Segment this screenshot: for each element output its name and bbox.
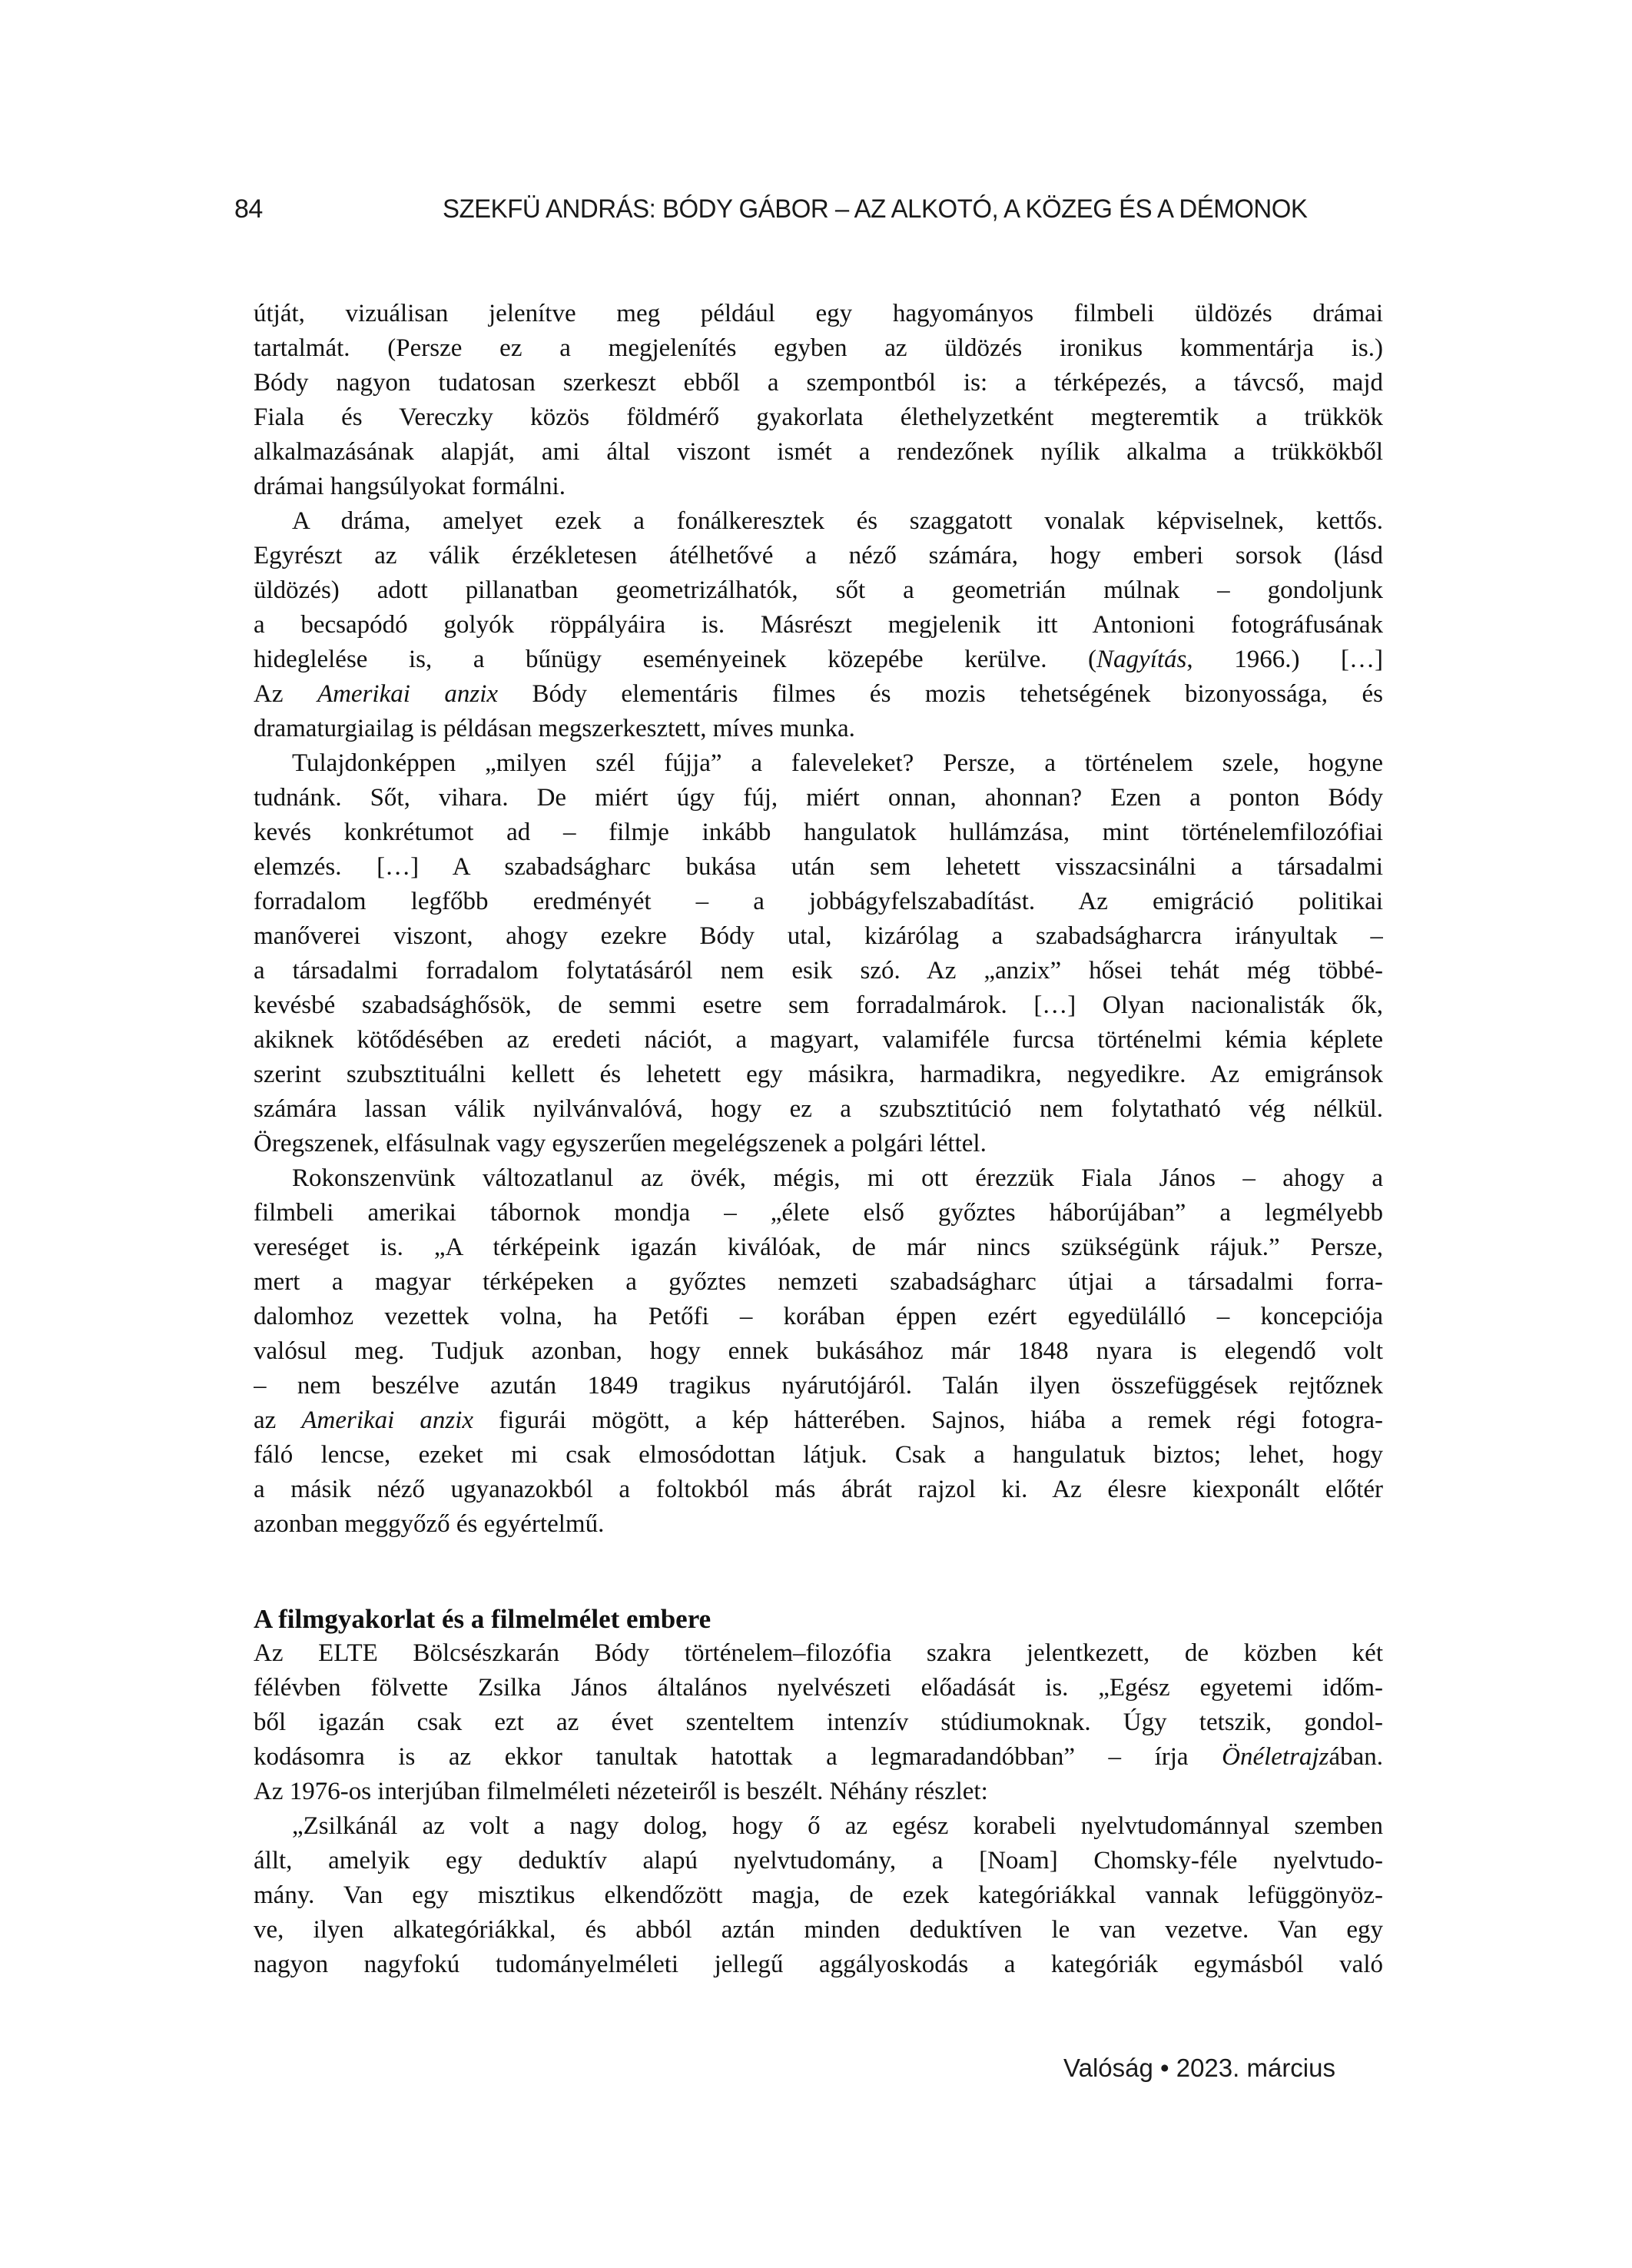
text-line: hideglelése is, a bűnügy eseményeinek közepébe kerülve. (Nagyítás, 1966.) […]	[254, 646, 1383, 673]
text-line: szerint szubsztituálni kellett és lehetett egy másikra, harmadikra, negyedikre. Az emigránsok	[254, 1061, 1383, 1088]
text-line: mány. Van egy misztikus elkendőzött magja, de ezek kategóriákkal vannak lefüggönyöz-	[254, 1881, 1383, 1909]
text-line: forradalom legfőbb eredményét – a jobbágyfelszabadítást. Az emigráció politikai	[254, 888, 1383, 915]
text-line: Az 1976-os interjúban filmelméleti nézeteiről is beszélt. Néhány részlet:	[254, 1778, 988, 1805]
footer-journal-line: Valóság • 2023. március	[1063, 2054, 1335, 2082]
paragraph	[254, 1161, 1383, 1542]
text-line: kevés konkrétumot ad – filmje inkább hangulatok hullámzása, mint történelemfilozófiai	[254, 819, 1383, 846]
text-line: valósul meg. Tudjuk azonban, hogy ennek bukásához már 1848 nyara is elegendő volt	[254, 1337, 1383, 1365]
text-line: dramaturgiailag is példásan megszerkesztett, míves munka.	[254, 715, 855, 742]
text-line: Egyrészt az válik érzékletesen átélhetővé a néző számára, hogy emberi sorsok (lásd	[254, 542, 1383, 569]
text-line: félévben fölvette Zsilka János általános nyelvészeti előadását is. „Egész egyetemi időm-	[254, 1674, 1383, 1702]
text-line: drámai hangsúlyokat formálni.	[254, 473, 566, 500]
text-line: a másik néző ugyanazokból a foltokból más ábrát rajzol ki. Az élesre kiexponált előtér	[254, 1476, 1383, 1503]
text-line: kodásomra is az ekkor tanultak hatottak a legmaradandóbban” – írja Önéletrajzában.	[254, 1743, 1383, 1771]
text-line: fáló lencse, ezeket mi csak elmosódottan látjuk. Csak a hangulatuk biztos; lehet, hogy	[254, 1441, 1383, 1469]
text-line: Rokonszenvünk változatlanul az övék, mégis, mi ott érezzük Fiala János – ahogy a	[292, 1164, 1383, 1192]
text-line: az Amerikai anzix figurái mögött, a kép hátterében. Sajnos, hiába a remek régi fotogra-	[254, 1406, 1383, 1434]
text-line: útját, vizuálisan jelenítve meg például egy hagyományos filmbeli üldözés drámai	[254, 300, 1383, 327]
text-line: mert a magyar térképeken a győztes nemzeti szabadságharc útjai a társadalmi forra-	[254, 1268, 1383, 1296]
text-line: ve, ilyen alkategóriákkal, és abból aztán minden deduktíven le van vezetve. Van egy	[254, 1916, 1383, 1944]
text-line: elemzés. […] A szabadságharc bukása után sem lehetett visszacsinálni a társadalmi	[254, 853, 1383, 881]
running-title: SZEKFÜ ANDRÁS: BÓDY GÁBOR – AZ ALKOTÓ, A KÖZEG ÉS A DÉMONOK	[443, 194, 1308, 224]
paragraph	[254, 1636, 1383, 1809]
text-line: alkalmazásának alapját, ami által viszont ismét a rendezőnek nyílik alkalma a trükkökből	[254, 438, 1383, 466]
text-line: Öregszenek, elfásulnak vagy egyszerűen megelégszenek a polgári léttel.	[254, 1130, 987, 1157]
paragraph	[254, 504, 1383, 746]
text-line: vereséget is. „A térképeink igazán kiválóak, de már nincs szükségünk rájuk.” Persze,	[254, 1234, 1383, 1261]
text-line: „Zsilkánál az volt a nagy dolog, hogy ő az egész korabeli nyelvtudománnyal szemben	[292, 1812, 1383, 1840]
text-line: Fiala és Vereczky közös földmérő gyakorlata élethelyzetként megteremtik a trükkök	[254, 403, 1383, 431]
text-line: üldözés) adott pillanatban geometrizálhatók, sőt a geometrián múlnak – gondoljunk	[254, 576, 1383, 604]
text-line: a társadalmi forradalom folytatásáról nem esik szó. Az „anzix” hősei tehát még többé-	[254, 957, 1383, 985]
text-line: tudnánk. Sőt, vihara. De miért úgy fúj, miért onnan, ahonnan? Ezen a ponton Bódy	[254, 784, 1383, 812]
text-line: a becsapódó golyók röppályáira is. Másrészt megjelenik itt Antonioni fotográfusának	[254, 611, 1383, 639]
paragraph	[254, 746, 1383, 1161]
text-line: A dráma, amelyet ezek a fonálkeresztek és szaggatott vonalak képviselnek, kettős.	[292, 507, 1383, 535]
text-line: azonban meggyőző és egyértelmű.	[254, 1510, 605, 1538]
text-line: filmbeli amerikai tábornok mondja – „élete első győztes háborújában” a legmélyebb	[254, 1199, 1383, 1227]
text-line: akiknek kötődésében az eredeti nációt, a magyart, valamiféle furcsa történelmi kémia képlete	[254, 1026, 1383, 1054]
text-line: Bódy nagyon tudatosan szerkeszt ebből a szempontból is: a térképezés, a távcső, majd	[254, 369, 1383, 397]
page-body	[254, 297, 1383, 1982]
text-line: dalomhoz vezettek volna, ha Petőfi – korában éppen ezért egyedülálló – koncepciója	[254, 1303, 1383, 1330]
text-line: Tulajdonképpen „milyen szél fújja” a faleveleket? Persze, a történelem szele, hogyne	[292, 749, 1383, 777]
text-line: Az Amerikai anzix Bódy elementáris filmes és mozis tehetségének bizonyossága, és	[254, 680, 1383, 708]
text-line: állt, amelyik egy deduktív alapú nyelvtudomány, a [Noam] Chomsky-féle nyelvtudo-	[254, 1847, 1383, 1875]
text-line: – nem beszélve azután 1849 tragikus nyárutójáról. Talán ilyen összefüggések rejtőznek	[254, 1372, 1383, 1400]
paragraph	[254, 1809, 1383, 1982]
running-header	[0, 192, 1632, 226]
text-line: Az ELTE Bölcsészkarán Bódy történelem–filozófia szakra jelentkezett, de közben két	[254, 1639, 1383, 1667]
text-line: kevésbé szabadsághősök, de semmi esetre sem forradalmárok. […] Olyan nacionalisták ők,	[254, 991, 1383, 1019]
text-line: ből igazán csak ezt az évet szenteltem intenzív stúdiumoknak. Úgy tetszik, gondol-	[254, 1708, 1383, 1736]
page-number: 84	[234, 194, 263, 224]
text-line: tartalmát. (Persze ez a megjelenítés egyben az üldözés ironikus kommentárja is.)	[254, 334, 1383, 362]
paragraph	[254, 297, 1383, 504]
text-line: számára lassan válik nyilvánvalóvá, hogy ez a szubsztitúció nem folytatható vég nélkül.	[254, 1095, 1383, 1123]
text-line: manőverei viszont, ahogy ezekre Bódy utal, kizárólag a szabadságharcra irányultak –	[254, 922, 1383, 950]
section-heading: A filmgyakorlat és a filmelmélet embere	[254, 1604, 712, 1634]
text-line: nagyon nagyfokú tudományelméleti jellegű aggályoskodás a kategóriák egymásból való	[254, 1951, 1383, 1978]
